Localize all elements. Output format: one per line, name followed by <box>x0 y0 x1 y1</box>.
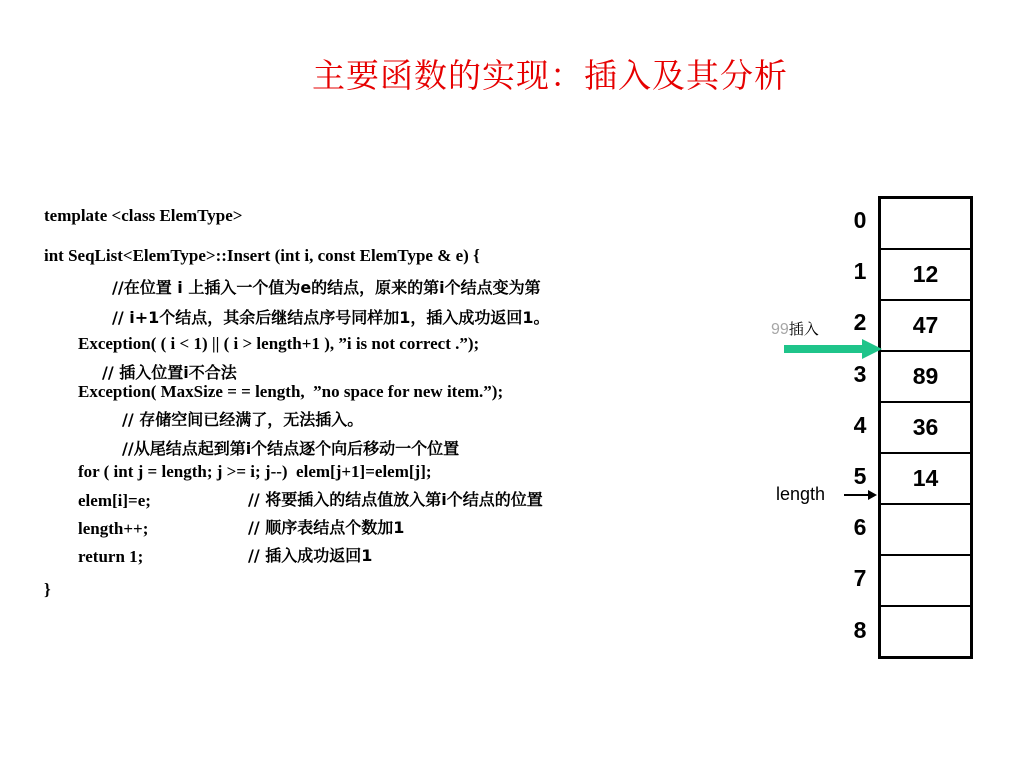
array-index-3: 3 <box>853 361 867 387</box>
code-comment-3: // 插入位置i不合法 <box>102 363 237 382</box>
code-line-length-inc: length++; <box>78 519 149 538</box>
array-row <box>880 249 972 300</box>
array-index-2: 2 <box>853 309 867 335</box>
array-index-5: 5 <box>853 463 867 489</box>
array-cell-1: 12 <box>880 249 972 300</box>
code-comment-4: // 存储空间已经满了，无法插入。 <box>122 410 364 429</box>
code-line-template: template <class ElemType> <box>44 206 243 225</box>
array-cell-5: 14 <box>880 453 972 504</box>
array-index-1: 1 <box>853 258 867 284</box>
array-row <box>880 504 972 555</box>
code-comment-5: //从尾结点起到第i个结点逐个向后移动一个位置 <box>122 439 460 458</box>
array-cell-3: 89 <box>880 351 972 402</box>
code-line-signature: int SeqList<ElemType>::Insert (int i, const ElemType & e) { <box>44 246 480 265</box>
array-row <box>880 351 972 402</box>
code-line-exception-full: Exception( MaxSize = = length, ”no space for new item.”); <box>78 382 504 401</box>
code-comment-2: // i+1个结点，其余后继结点序号同样加1，插入成功返回1。 <box>112 308 550 327</box>
array-cell-8 <box>880 606 972 658</box>
length-label: length <box>776 484 826 504</box>
array-cell-4: 36 <box>880 402 972 453</box>
array-row <box>880 198 972 250</box>
code-comment-8: // 插入成功返回1 <box>248 546 373 565</box>
array-cell-6 <box>880 504 972 555</box>
array-row <box>880 402 972 453</box>
array-row <box>880 453 972 504</box>
array-index-0: 0 <box>853 207 867 233</box>
code-line-return: return 1; <box>78 547 144 566</box>
array-index-7: 7 <box>853 565 867 591</box>
length-arrow-icon <box>844 488 878 502</box>
array-row <box>880 555 972 606</box>
insert-label <box>771 318 819 339</box>
sequence-list-array <box>878 196 973 659</box>
array-cell-2: 47 <box>880 300 972 351</box>
page-title: 主要函数的实现：插入及其分析 <box>312 56 788 95</box>
insert-value: 99 <box>771 321 789 338</box>
array-cell-0 <box>880 198 972 250</box>
code-comment-1: //在位置 i 上插入一个值为e的结点，原来的第i个结点变为第 <box>112 278 541 297</box>
code-line-assign: elem[i]=e; <box>78 491 151 510</box>
insert-text: 插入 <box>788 320 819 338</box>
insert-arrow-icon <box>784 338 884 362</box>
array-row <box>880 606 972 658</box>
code-line-for-loop: for ( int j = length; j >= i; j--) elem[j+1]=elem[j]; <box>78 462 432 481</box>
array-index-8: 8 <box>853 617 867 643</box>
array-row <box>880 300 972 351</box>
code-comment-6: // 将要插入的结点值放入第i个结点的位置 <box>248 490 543 509</box>
array-cell-7 <box>880 555 972 606</box>
code-line-exception-index: Exception( ( i < 1) || ( i > length+1 ), ”i is not correct .”); <box>78 334 480 353</box>
code-line-close-brace: } <box>44 580 51 599</box>
array-index-4: 4 <box>853 412 867 438</box>
array-index-6: 6 <box>853 514 867 540</box>
code-comment-7: // 顺序表结点个数加1 <box>248 518 405 537</box>
